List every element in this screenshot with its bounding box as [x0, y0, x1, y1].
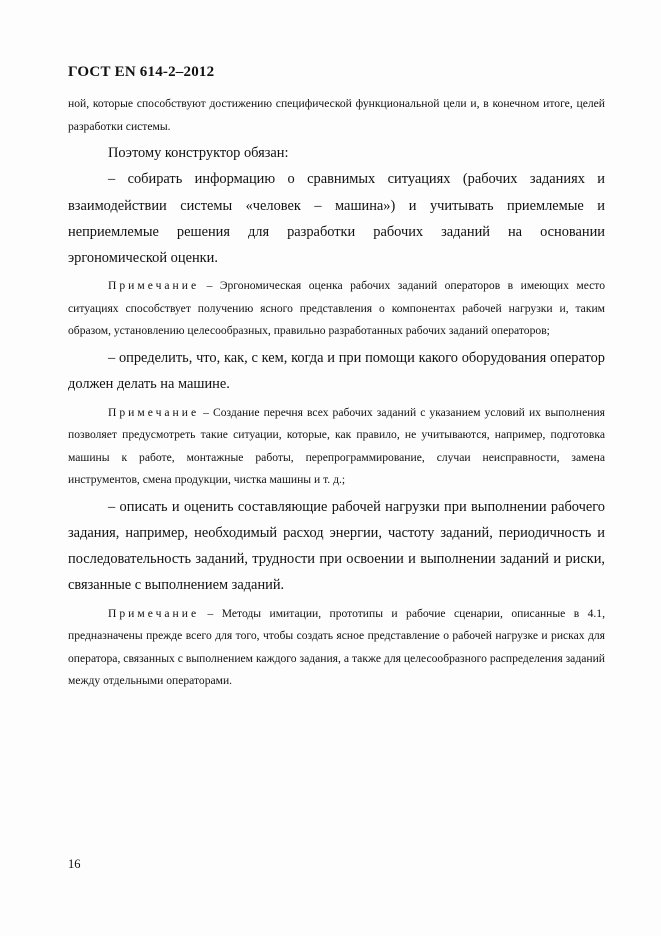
paragraph-designer-obligation: Поэтому конструктор обязан:	[108, 145, 289, 161]
note-simulation-methods	[68, 603, 605, 693]
document-header-title: ГОСТ EN 614-2–2012	[68, 64, 215, 80]
note-text: – Методы имитации, прототипы и рабочие сценарии, описанные в 4.1, предназначены прежде всего для того, чтобы создать ясное представление о рабочей нагрузке и рисках для оператора, связанных с выполнением каждого задания, а также для целесообразного распределения заданий между отдельными операторами.	[68, 606, 605, 688]
paragraph-continuation: ной, которые способствуют достижению специфической функциональной цели и, в конечном итоге, целей разработки системы.	[68, 97, 605, 133]
note-label: Примечание	[108, 279, 200, 293]
paragraph-determine-operator-tasks: – определить, что, как, с кем, когда и при помощи какого оборудования оператор должен делать на машине.	[68, 349, 605, 393]
note-text: – Эргономическая оценка рабочих заданий операторов в имеющих место ситуациях способствует получению ясного представления о компонентах рабочей нагрузки и, таким образом, установлению целесообразных, правильно разработанных рабочих заданий операторов;	[68, 279, 605, 338]
note-ergonomic-evaluation	[68, 275, 605, 343]
document-body	[68, 93, 605, 693]
paragraph-describe-workload: – описать и оценить составляющие рабочей нагрузки при выполнении рабочего задания, например, необходимый расход энергии, частоту заданий, периодичность и последовательность заданий, трудности при освоении и выполнении заданий и риски, связанные с выполнением заданий.	[68, 498, 605, 594]
note-label: Примечание	[108, 606, 200, 620]
page-number: 16	[68, 857, 81, 871]
paragraph-collect-information: – собирать информацию о сравнимых ситуациях (рабочих заданиях и взаимодействии системы «человек – машина») и учитывать приемлемые и неприемлемые решения для разработки рабочих заданий на основании эргономической оценки.	[68, 171, 605, 267]
note-label: Примечание	[108, 405, 200, 419]
note-text: – Создание перечня всех рабочих заданий с указанием условий их выполнения позволяет предусмотреть такие ситуации, которые, как правило, не учитываются, например, подготовка машины к работе, монтажные работы, перепрограммирование, случаи неисправности, замена инструментов, смена продукции, чистка машины и т. д.;	[68, 405, 605, 487]
note-task-list	[68, 402, 605, 492]
